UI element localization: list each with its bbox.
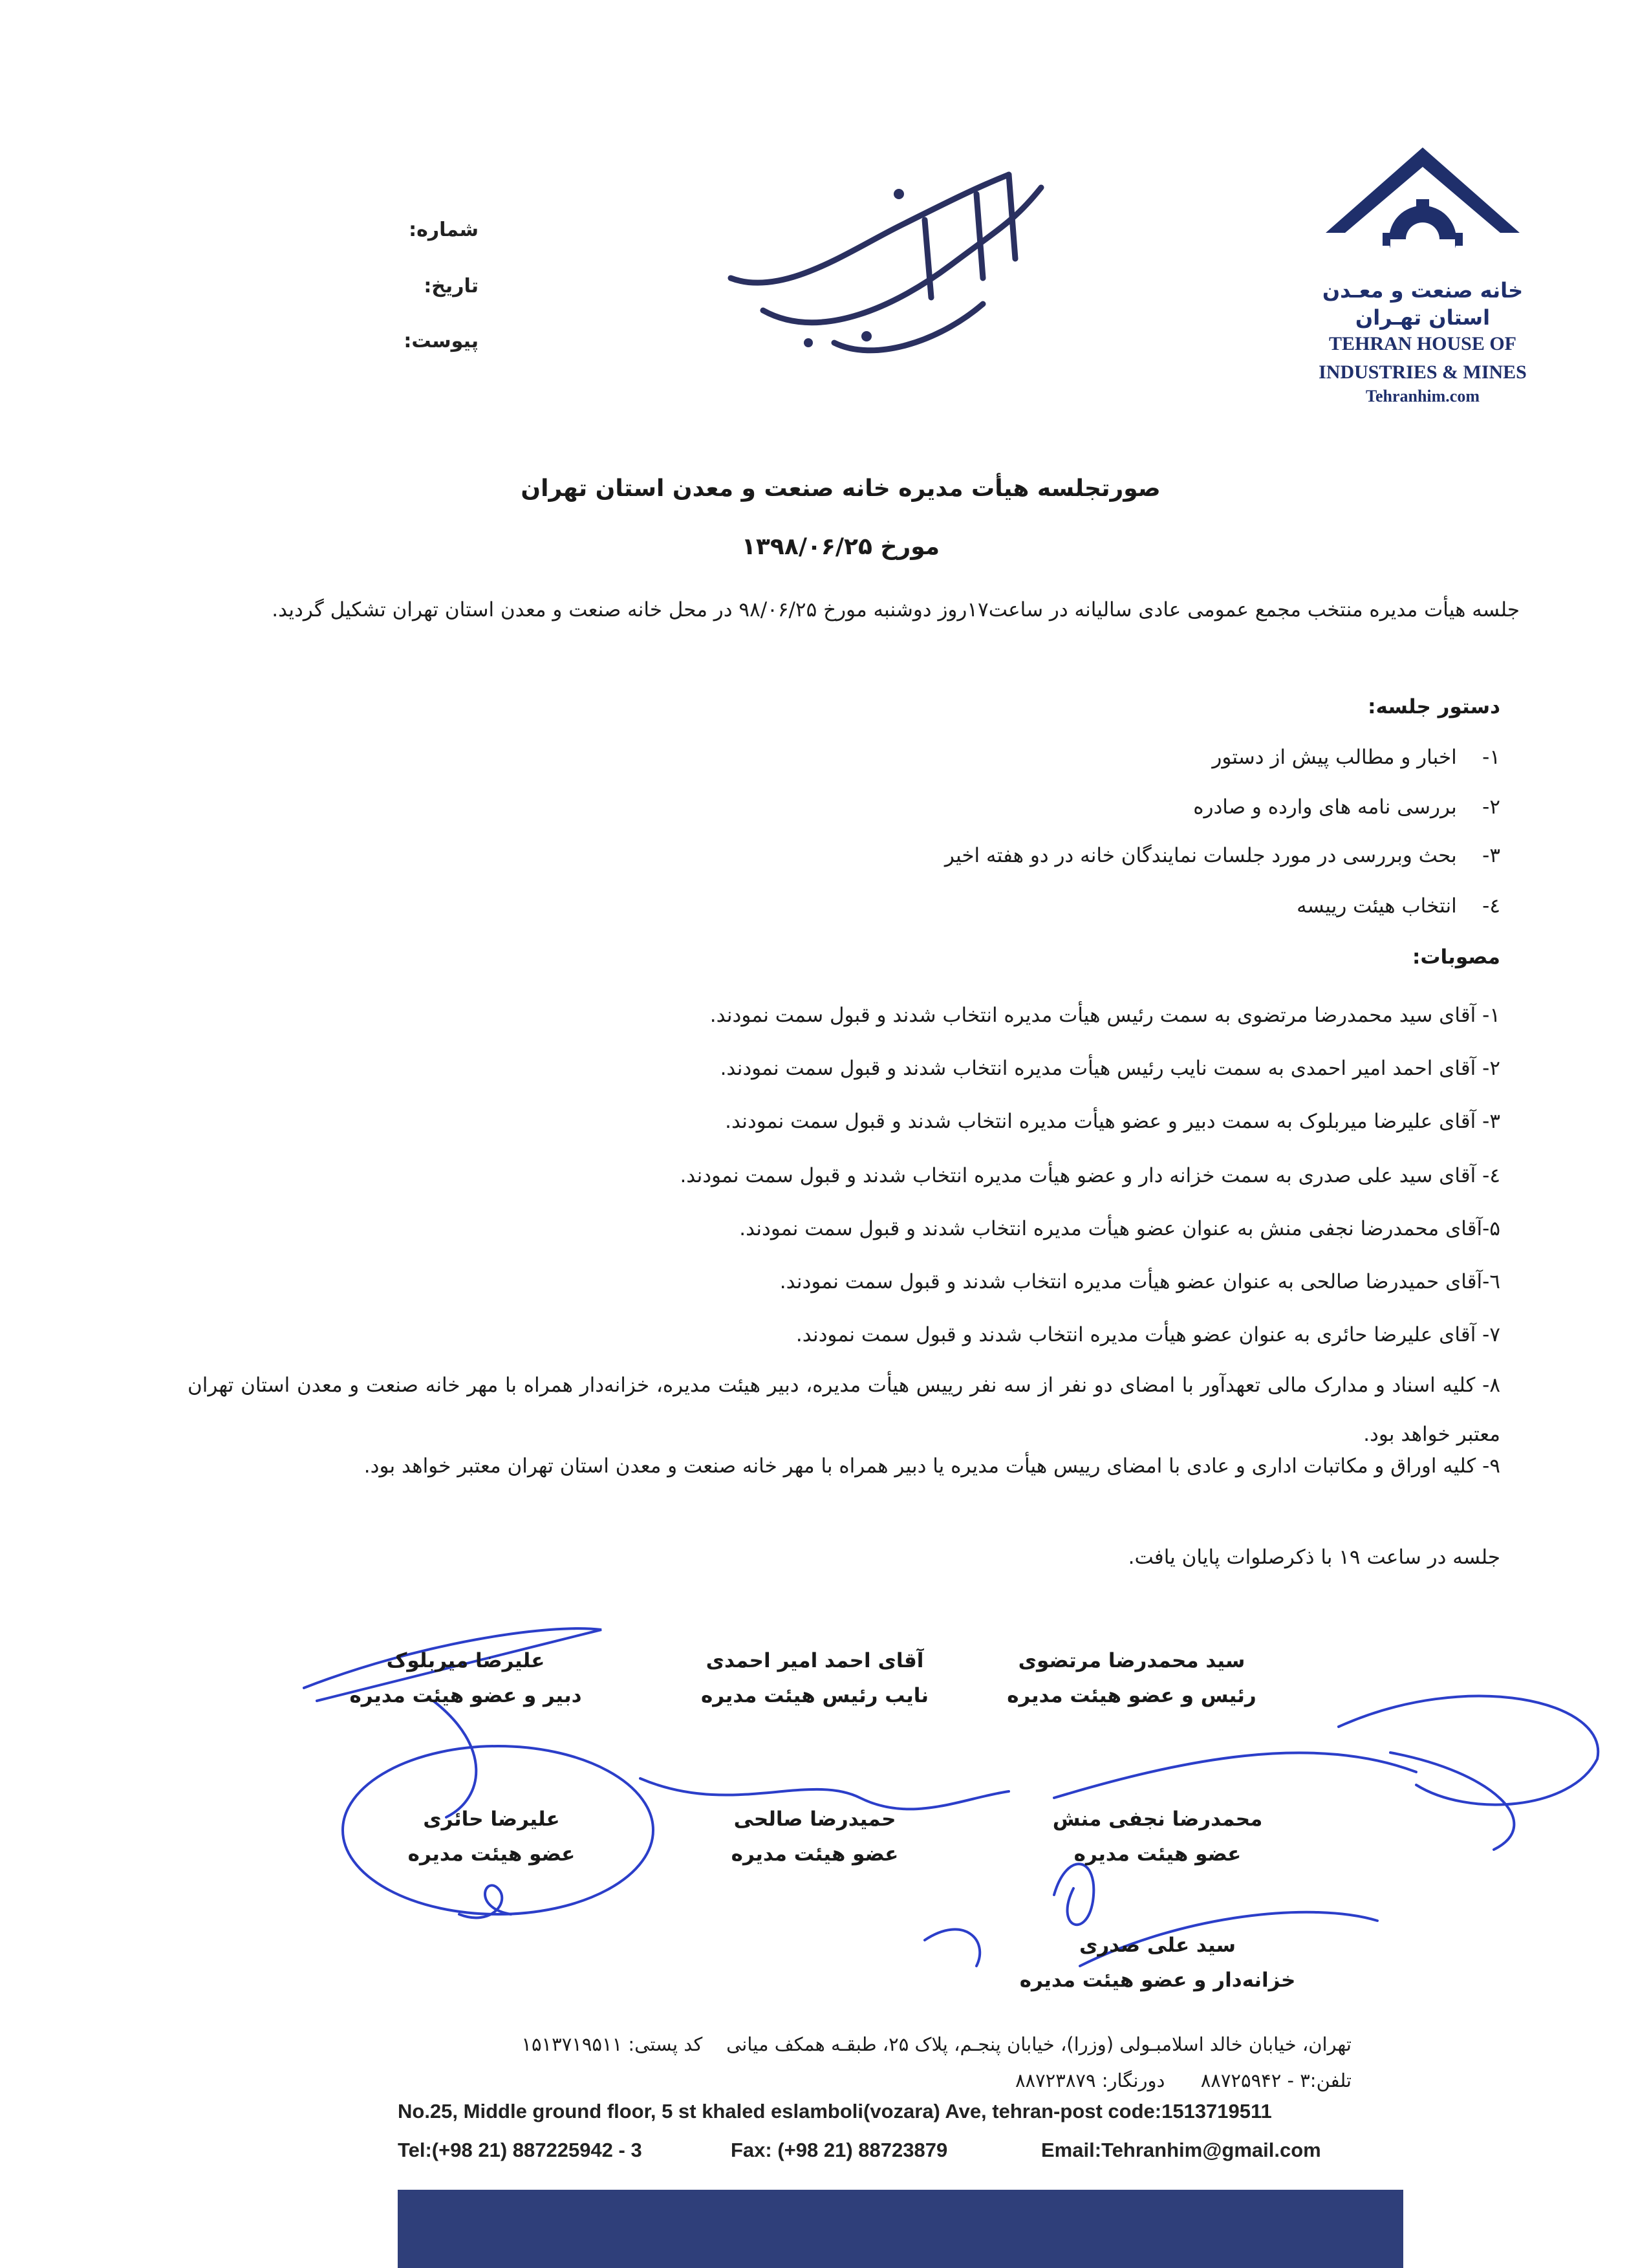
signatory-name: آقای احمد امیر احمدی	[706, 1649, 924, 1672]
signature-block	[989, 1934, 1326, 1992]
resolution-item: ۳- آقای علیرضا میربلوک به سمت دبیر و عضو هیأت مدیره انتخاب شدند و قبول سمت نمودند.	[725, 1110, 1500, 1133]
signature-block	[964, 1649, 1300, 1707]
footer-bar	[398, 2190, 1403, 2268]
org-website: Tehranhim.com	[1366, 387, 1480, 405]
closing-line: جلسه در ساعت ۱۹ با ذکرصلوات پایان یافت.	[1128, 1546, 1500, 1569]
org-name-en-line2: INDUSTRIES & MINES	[1319, 362, 1527, 383]
agenda-item	[1212, 746, 1500, 769]
number-label: شماره:	[409, 219, 479, 241]
signatory-name: سید محمدرضا مرتضوی	[1018, 1649, 1245, 1672]
agenda-number: ٤-	[1482, 894, 1500, 918]
signatory-role: عضو هیئت مدیره	[1073, 1842, 1242, 1866]
org-name-fa-line1: خانه صنعت و معـدن	[1322, 278, 1524, 303]
document-title: صورتجلسه هیأت مدیره خانه صنعت و معدن استان تهران	[521, 475, 1161, 502]
resolution-item: ۷- آقای علیرضا حائری به عنوان عضو هیأت مدیره انتخاب شدند و قبول سمت نمودند.	[795, 1323, 1500, 1346]
resolution-item: ۸- کلیه اسناد و مدارک مالی تعهدآور با امضای دو نفر از سه نفر رییس هیأت مدیره، دبیر هیئت مدیره، خزانه‌دار همراه با مهر خانه صنعت و معدن استان تهران معتبر خواهد بود.	[188, 1374, 1500, 1446]
footer-email-en: Email:Tehranhim@gmail.com	[1041, 2139, 1321, 2161]
signatory-role: خزانه‌دار و عضو هیئت مدیره	[1019, 1969, 1296, 1992]
agenda-item	[1297, 894, 1500, 918]
footer-address-fa	[407, 2033, 1352, 2055]
resolution-item: ۱- آقای سید محمدرضا مرتضوی به سمت رئیس هیأت مدیره انتخاب شدند و قبول سمت نمودند.	[709, 1004, 1500, 1027]
signature-block	[647, 1649, 983, 1707]
footer-tel-en: Tel:(+98 21) 887225942 - 3	[398, 2139, 642, 2161]
signatory-role: دبیر و عضو هیئت مدیره	[349, 1684, 582, 1707]
phone-text: تلفن:۳ - ۸۸۷۲۵۹۴۲	[1200, 2069, 1352, 2091]
agenda-item	[945, 844, 1500, 867]
signatory-name: علیرضا میربلوک	[386, 1649, 545, 1672]
fax-text: دورنگار: ۸۸۷۲۳۸۷۹	[1015, 2069, 1165, 2091]
org-name-en-line1: TEHRAN HOUSE OF	[1328, 333, 1517, 354]
intro-paragraph: جلسه هیأت مدیره منتخب مجمع عمومی عادی سالیانه در ساعت۱۷روز دوشنبه مورخ ۹۸/۰۶/۲۵ در محل خانه صنعت و معدن استان تهران تشکیل گردید.	[272, 598, 1520, 621]
slogan-calligraphy	[705, 149, 1067, 375]
signatory-name: سید علی صدری	[1079, 1934, 1236, 1957]
signature-block	[989, 1808, 1326, 1866]
agenda-text: اخبار و مطالب پیش از دستور	[1212, 746, 1457, 769]
agenda-number: ۱-	[1482, 746, 1500, 769]
footer-phones-fa	[1015, 2069, 1352, 2091]
address-text: تهران، خیابان خالد اسلامبـولی (وزرا)، خیابان پنجـم، پلاک ۲۵، طبقـه همکف میانی	[726, 2033, 1352, 2055]
signatory-name: حمیدرضا صالحی	[733, 1808, 896, 1831]
attachment-label: پیوست:	[404, 330, 479, 352]
postal-code: کد پستی: ۱۵۱۳۷۱۹۵۱۱	[521, 2033, 703, 2055]
slogan-calligraphy-art	[705, 149, 1067, 375]
resolution-item: ۲- آقای احمد امیر احمدی به سمت نایب رئیس هیأت مدیره انتخاب شدند و قبول سمت نمودند.	[720, 1057, 1500, 1080]
signatory-role: عضو هیئت مدیره	[731, 1842, 899, 1866]
signature-block	[297, 1649, 634, 1707]
agenda-number: ۲-	[1482, 795, 1500, 819]
resolution-item: ۹- کلیه اوراق و مکاتبات اداری و عادی با امضای رییس هیأت مدیره یا دبیر همراه با مهر خانه صنعت و معدن استان تهران معتبر خواهد بود.	[363, 1454, 1500, 1478]
signatory-role: نایب رئیس هیئت مدیره	[700, 1684, 929, 1707]
signature-block	[323, 1808, 660, 1866]
org-name-fa-line2: استان تهـران	[1355, 305, 1491, 330]
agenda-text: انتخاب هیئت رییسه	[1297, 894, 1457, 918]
resolution-item: ٤- آقای سید علی صدری به سمت خزانه دار و عضو هیأت مدیره انتخاب شدند و قبول سمت نمودند.	[680, 1164, 1500, 1187]
agenda-text: بررسی نامه های وارده و صادره	[1193, 795, 1457, 819]
footer-fax-en: Fax: (+98 21) 88723879	[731, 2139, 948, 2161]
signatory-role: رئیس و عضو هیئت مدیره	[1007, 1684, 1256, 1707]
signatory-name: محمدرضا نجفی منش	[1052, 1808, 1263, 1831]
resolution-item: ۵-آقای محمدرضا نجفی منش به عنوان عضو هیأت مدیره انتخاب شدند و قبول سمت نمودند.	[739, 1217, 1500, 1240]
signature-block	[647, 1808, 983, 1866]
document-date: مورخ ۱۳۹۸/۰۶/۲۵	[741, 534, 940, 560]
footer-address-en: No.25, Middle ground floor, 5 st khaled eslamboli(vozara) Ave, tehran-post code:1513719511	[398, 2100, 1272, 2122]
resolution-item: ٦-آقای حمیدرضا صالحی به عنوان عضو هیأت مدیره انتخاب شدند و قبول سمت نمودند.	[779, 1270, 1500, 1293]
org-logo	[1267, 142, 1578, 420]
agenda-number: ۳-	[1482, 844, 1500, 867]
house-gear-icon	[1319, 142, 1526, 272]
resolutions-heading: مصوبات:	[1412, 945, 1500, 969]
agenda-item	[1193, 795, 1500, 819]
signatory-name: علیرضا حائری	[423, 1808, 560, 1831]
date-label: تاریخ:	[424, 275, 479, 297]
agenda-heading: دستور جلسه:	[1368, 695, 1500, 718]
agenda-text: بحث وبررسی در مورد جلسات نمایندگان خانه در دو هفته اخیر	[944, 844, 1457, 867]
signatory-role: عضو هیئت مدیره	[407, 1842, 576, 1866]
